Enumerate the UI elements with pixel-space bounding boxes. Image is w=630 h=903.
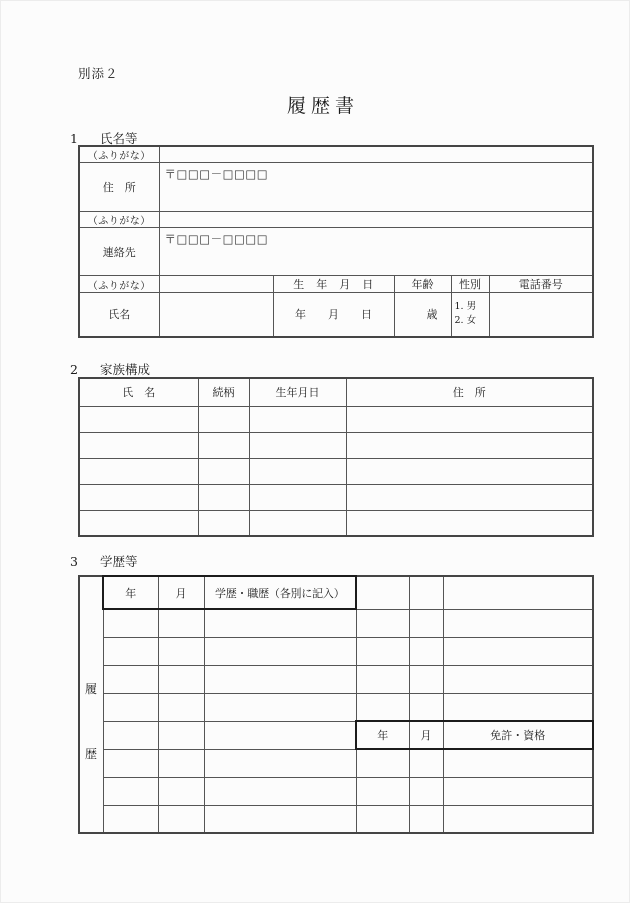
phone-header: 電話番号 bbox=[489, 276, 593, 293]
contact-field bbox=[159, 228, 593, 276]
cell-month bbox=[158, 637, 204, 665]
family-name-header: 氏 名 bbox=[79, 378, 198, 406]
cell-history bbox=[204, 609, 356, 637]
cell-relationship bbox=[198, 510, 249, 536]
history-year-header: 年 bbox=[103, 576, 158, 609]
cell-address bbox=[346, 458, 593, 484]
gender-option-female: 2. 女 bbox=[454, 315, 477, 327]
cell-license bbox=[443, 805, 593, 833]
family-table bbox=[78, 377, 594, 537]
cell-license bbox=[443, 576, 593, 609]
cell-lic-month bbox=[409, 637, 443, 665]
table-row bbox=[79, 293, 593, 337]
cell-month bbox=[158, 805, 204, 833]
name-furigana-field bbox=[159, 276, 273, 293]
family-relationship-header: 続柄 bbox=[198, 378, 249, 406]
section-heading-history bbox=[70, 552, 138, 570]
gender-option-male: 1. 男 bbox=[454, 301, 477, 313]
family-address-header: 住 所 bbox=[346, 378, 593, 406]
gender-header: 性別 bbox=[451, 276, 489, 293]
table-row bbox=[79, 458, 593, 484]
table-row bbox=[79, 777, 593, 805]
birthdate-header: 生 年 月 日 bbox=[273, 276, 394, 293]
cell-birthdate bbox=[249, 432, 346, 458]
cell-month bbox=[158, 721, 204, 749]
cell-year bbox=[103, 609, 158, 637]
cell-month bbox=[158, 609, 204, 637]
cell-lic-month bbox=[409, 805, 443, 833]
cell-license bbox=[443, 693, 593, 721]
table-row bbox=[79, 146, 593, 163]
cell-year bbox=[103, 749, 158, 777]
table-row bbox=[79, 721, 593, 749]
name-field bbox=[159, 293, 273, 337]
postal-code-placeholder: 〒□□□－□□□□ bbox=[164, 167, 269, 181]
cell-address bbox=[346, 432, 593, 458]
cell-history bbox=[204, 665, 356, 693]
section-heading-family bbox=[70, 360, 150, 378]
cell-lic-year bbox=[356, 693, 409, 721]
cell-lic-month bbox=[409, 665, 443, 693]
cell-history bbox=[204, 637, 356, 665]
cell-lic-month bbox=[409, 777, 443, 805]
table-row bbox=[79, 665, 593, 693]
section-label: 家族構成 bbox=[100, 362, 151, 377]
cell-lic-year bbox=[356, 637, 409, 665]
section-label: 氏名等 bbox=[100, 131, 138, 146]
cell-lic-month bbox=[409, 693, 443, 721]
contact-label: 連絡先 bbox=[79, 228, 159, 276]
cell-address bbox=[346, 484, 593, 510]
table-row bbox=[79, 609, 593, 637]
table-row bbox=[79, 805, 593, 833]
cell-lic-year bbox=[356, 749, 409, 777]
cell-year bbox=[103, 693, 158, 721]
page-title: 履歴書 bbox=[286, 95, 359, 117]
cell-relationship bbox=[198, 484, 249, 510]
table-row bbox=[79, 228, 593, 276]
cell-birthdate bbox=[249, 510, 346, 536]
furigana-label: （ふりがな） bbox=[79, 276, 159, 293]
gender-field bbox=[451, 293, 489, 337]
cell-birthdate bbox=[249, 458, 346, 484]
cell-license bbox=[443, 665, 593, 693]
age-field: 歳 bbox=[394, 293, 451, 337]
cell-relationship bbox=[198, 458, 249, 484]
name-label: 氏名 bbox=[79, 293, 159, 337]
address-furigana-field bbox=[159, 146, 593, 163]
history-month-header: 月 bbox=[158, 576, 204, 609]
cell-name bbox=[79, 432, 198, 458]
section-number: 3 bbox=[70, 554, 78, 569]
table-row bbox=[79, 510, 593, 536]
license-year-header: 年 bbox=[356, 721, 409, 749]
cell-lic-year bbox=[356, 576, 409, 609]
table-row bbox=[79, 749, 593, 777]
address-field bbox=[159, 163, 593, 212]
cell-year bbox=[103, 721, 158, 749]
section-label: 学歴等 bbox=[100, 554, 138, 569]
cell-month bbox=[158, 749, 204, 777]
cell-month bbox=[158, 665, 204, 693]
table-header-row bbox=[79, 576, 593, 609]
cell-name bbox=[79, 510, 198, 536]
cell-lic-year bbox=[356, 665, 409, 693]
table-row bbox=[79, 637, 593, 665]
cell-license bbox=[443, 749, 593, 777]
furigana-label: （ふりがな） bbox=[79, 146, 159, 163]
cell-lic-month bbox=[409, 609, 443, 637]
cell-lic-month bbox=[409, 576, 443, 609]
cell-history bbox=[204, 749, 356, 777]
postal-code-placeholder: 〒□□□－□□□□ bbox=[164, 232, 269, 246]
cell-month bbox=[158, 777, 204, 805]
cell-history bbox=[204, 721, 356, 749]
cell-history bbox=[204, 777, 356, 805]
name-table bbox=[78, 145, 594, 338]
cell-birthdate bbox=[249, 484, 346, 510]
age-header: 年齢 bbox=[394, 276, 451, 293]
cell-birthdate bbox=[249, 406, 346, 432]
address-label: 住 所 bbox=[79, 163, 159, 212]
table-row bbox=[79, 163, 593, 212]
family-birthdate-header: 生年月日 bbox=[249, 378, 346, 406]
cell-name bbox=[79, 406, 198, 432]
cell-relationship bbox=[198, 406, 249, 432]
cell-lic-year bbox=[356, 777, 409, 805]
cell-history bbox=[204, 693, 356, 721]
cell-year bbox=[103, 637, 158, 665]
section-number: 2 bbox=[70, 362, 78, 377]
birthdate-field: 年 月 日 bbox=[273, 293, 394, 337]
vertical-label-char: 歴 bbox=[84, 747, 97, 761]
attachment-label: 別添２ bbox=[78, 66, 119, 81]
cell-year bbox=[103, 777, 158, 805]
table-row bbox=[79, 212, 593, 228]
cell-address bbox=[346, 510, 593, 536]
cell-year bbox=[103, 665, 158, 693]
cell-license bbox=[443, 777, 593, 805]
history-table bbox=[78, 575, 594, 834]
cell-month bbox=[158, 693, 204, 721]
section-number: 1 bbox=[70, 131, 78, 146]
history-vertical-label bbox=[79, 576, 103, 833]
cell-relationship bbox=[198, 432, 249, 458]
license-description-header: 免許・資格 bbox=[443, 721, 593, 749]
cell-lic-month bbox=[409, 749, 443, 777]
cell-address bbox=[346, 406, 593, 432]
table-row bbox=[79, 406, 593, 432]
cell-license bbox=[443, 609, 593, 637]
license-month-header: 月 bbox=[409, 721, 443, 749]
table-row bbox=[79, 276, 593, 293]
contact-furigana-field bbox=[159, 212, 593, 228]
cell-name bbox=[79, 458, 198, 484]
furigana-label: （ふりがな） bbox=[79, 212, 159, 228]
cell-name bbox=[79, 484, 198, 510]
history-description-header: 学歴・職歴（各別に記入） bbox=[204, 576, 356, 609]
table-row bbox=[79, 432, 593, 458]
table-header-row bbox=[79, 378, 593, 406]
cell-license bbox=[443, 637, 593, 665]
phone-field bbox=[489, 293, 593, 337]
cell-lic-year bbox=[356, 609, 409, 637]
table-row bbox=[79, 693, 593, 721]
cell-year bbox=[103, 805, 158, 833]
cell-lic-year bbox=[356, 805, 409, 833]
table-row bbox=[79, 484, 593, 510]
vertical-label-char: 履 bbox=[84, 682, 97, 696]
cell-history bbox=[204, 805, 356, 833]
